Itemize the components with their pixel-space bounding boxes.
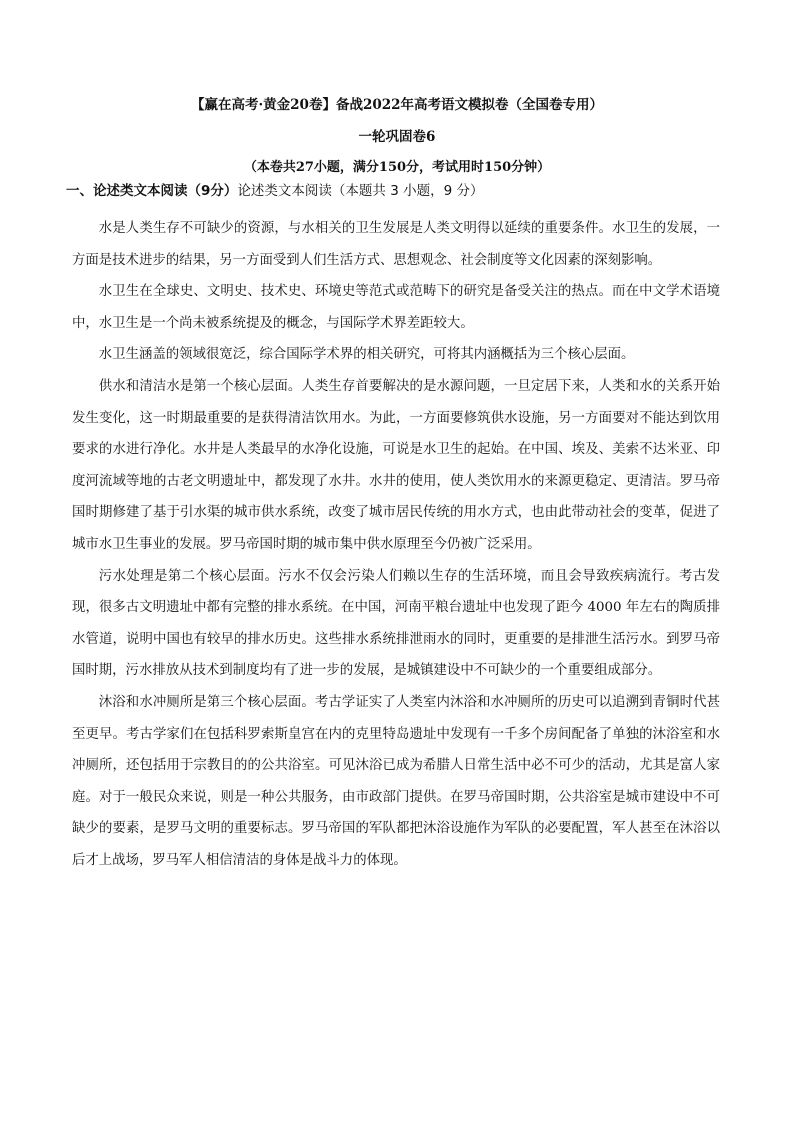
exam-title: 【赢在高考·黄金20卷】备战2022年高考语文模拟卷（全国卷专用） bbox=[190, 97, 604, 113]
body-paragraph: 水是人类生存不可缺少的资源，与水相关的卫生发展是人类文明得以延续的重要条件。水卫生的发展，一方面是技术进步的结果，另一方面受到人们生活方式、思想观念、社会制度等文化因素的深刻影响。 bbox=[72, 221, 720, 268]
body-paragraph: 供水和清洁水是第一个核心层面。人类生存首要解决的是水源问题，一旦定居下来，人类和水的关系开始发生变化，这一时期最重要的是获得清洁饮用水。为此，一方面要修筑供水设施，另一方面要对不能达到饮用要求的水进行净化。水井是人类最早的水净化设施，可说是水卫生的起始。在中国、埃及、美索不达米亚、印度河流域等地的古老文明遗址中，都发现了水井。水井的使用，使人类饮用水的来源更稳定、更清洁。罗马帝国时期修建了基于引水渠的城市供水系统，改变了城市居民传统的用水方式，也由此带动社会的变革，促进了城市水卫生事业的发展。罗马帝国时期的城市集中供水原理至今仍被广泛采用。 bbox=[72, 378, 720, 552]
section-heading bbox=[66, 181, 722, 201]
exam-subtitle: 一轮巩固卷6 bbox=[358, 129, 436, 145]
exam-meta: （本卷共27小题，满分150分，考试用时150分钟） bbox=[243, 160, 551, 175]
body-paragraph: 沐浴和水冲厕所是第三个核心层面。考古学证实了人类室内沐浴和水冲厕所的历史可以追溯到青铜时代甚至更早。考古学家们在包括科罗索斯皇宫在内的克里特岛遗址中发现有一千多个房间配备了单独的沐浴室和水冲厕所，还包括用于宗教目的的公共浴室。可见沐浴已成为希腊人日常生活中必不可少的活动，尤其是富人家庭。对于一般民众来说，则是一种公共服务，由市政部门提供。在罗马帝国时期，公共浴室是城市建设中不可缺少的要素，是罗马文明的重要标志。罗马帝国的军队都把沐浴设施作为军队的必要配置，军人甚至在沐浴以后才上战场，罗马军人相信清洁的身体是战斗力的体现。 bbox=[72, 694, 720, 868]
body-paragraph: 水卫生涵盖的领域很宽泛，综合国际学术界的相关研究，可将其内涵概括为三个核心层面。 bbox=[98, 347, 635, 363]
body-paragraph: 水卫生在全球史、文明史、技术史、环境史等范式或范畴下的研究是备受关注的热点。而在中文学术语境中，水卫生是一个尚未被系统提及的概念，与国际学术界差距较大。 bbox=[72, 284, 720, 331]
body-paragraph: 污水处理是第二个核心层面。污水不仅会污染人们赖以生存的生活环境，而且会导致疾病流行。考古发现，很多古文明遗址中都有完整的排水系统。在中国，河南平粮台遗址中也发现了距今 4000 年左右的陶质排水管道，说明中国也有较早的排水历史。这些排水系统排泄雨水的同时，更重要的是排泄生活污水。到罗马帝国时期，污水排放从技术到制度均有了进一步的发展，是城镇建设中不可缺少的一个重要组成部分。 bbox=[72, 568, 720, 679]
section-heading-description: 论述类文本阅读（本题共 3 小题，9 分） bbox=[237, 183, 484, 199]
section-heading-label: 一、论述类文本阅读（9分） bbox=[66, 183, 238, 199]
